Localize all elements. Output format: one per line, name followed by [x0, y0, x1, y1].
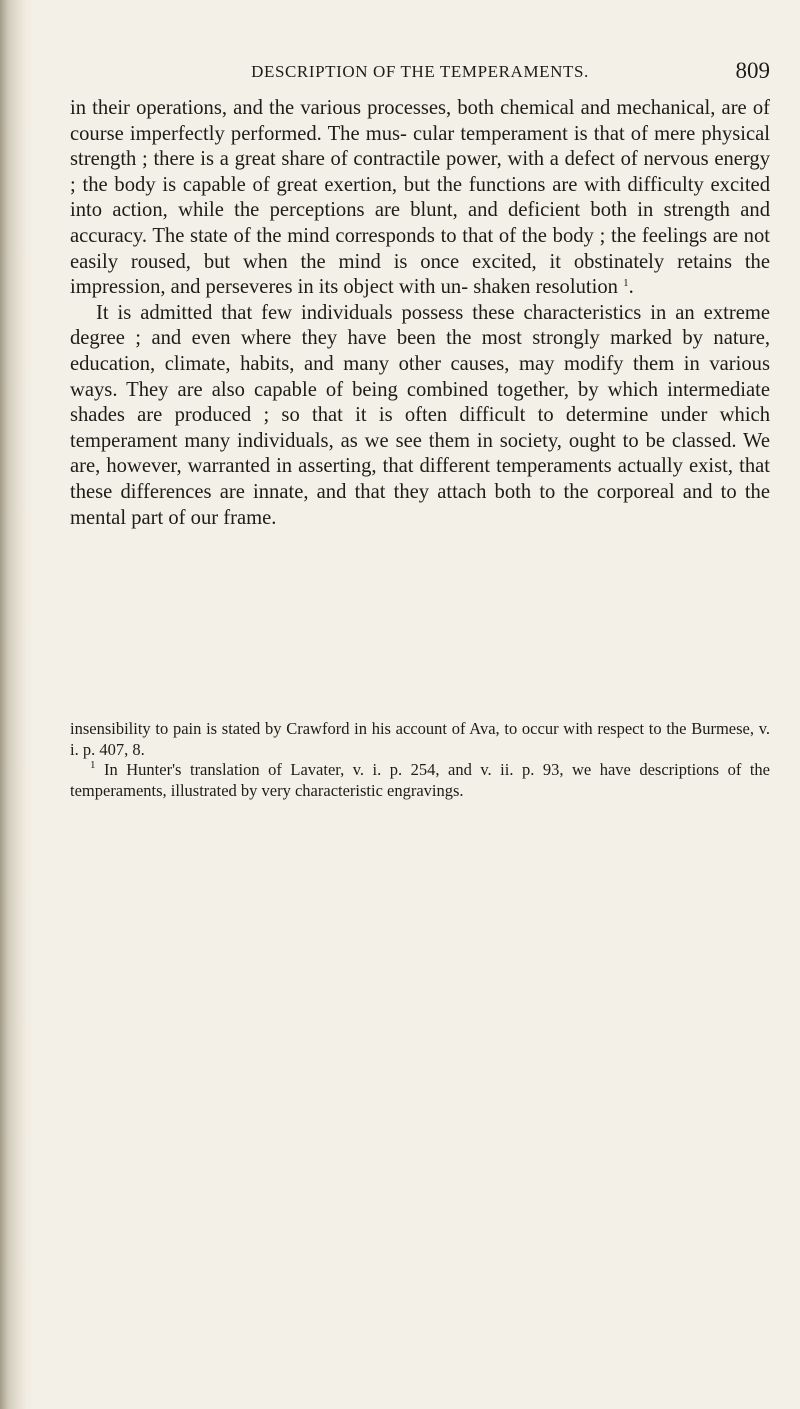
footnote-continued: insensibility to pain is stated by Crawford in his account of Ava, to occur with respect to the Burmese, v. i. p. 407, 8. [70, 719, 770, 759]
footnotes [70, 719, 770, 801]
footnote-1-marker: 1 [90, 759, 96, 772]
paragraph-1-text: in their operations, and the various processes, both chemical and mechanical, are of course imperfectly performed. The mus- cular temperament is that of mere physical strength ; there is a great share of contractile power, with a defect of nervous energy ; the body is capable of great exertion, but the functions are with difficulty excited into action, while the perceptions are blunt, and deficient both in strength and accuracy. The state of the mind corresponds to that of the body ; the feelings are not easily roused, but when the mind is once excited, it obstinately retains the impression, and perseveres in its object with un- shaken resolution [70, 97, 770, 299]
spine-shadow [0, 0, 26, 1409]
paragraph-1-end: . [628, 276, 634, 299]
page-header [70, 58, 770, 86]
paragraph-2: It is admitted that few individuals possess these characteristics in an extreme degree ; and even where they have been the most strongly marked by nature, education, climate, habits, and many other causes, may modify them in various ways. They are also capable of being combined together, by which intermediate shades are produced ; so that it is often difficult to determine under which temperament many individuals, as we see them in society, ought to be classed. We are, however, warranted in asserting, that different temperaments actually exist, that these differences are innate, and that they attach both to the corporeal and to the mental part of our frame. [70, 301, 770, 529]
footnote-ref-1: 1 [623, 277, 629, 290]
paragraph-1 [70, 96, 770, 301]
page-number: 809 [735, 58, 770, 83]
body-text [70, 96, 770, 531]
running-head: DESCRIPTION OF THE TEMPERAMENTS. [251, 62, 589, 81]
footnote-1 [70, 760, 770, 801]
footnote-1-text: In Hunter's translation of Lavater, v. i. p. 254, and v. ii. p. 93, we have descriptions of the temperaments, illustrated by very characteristic engravings. [70, 760, 771, 800]
